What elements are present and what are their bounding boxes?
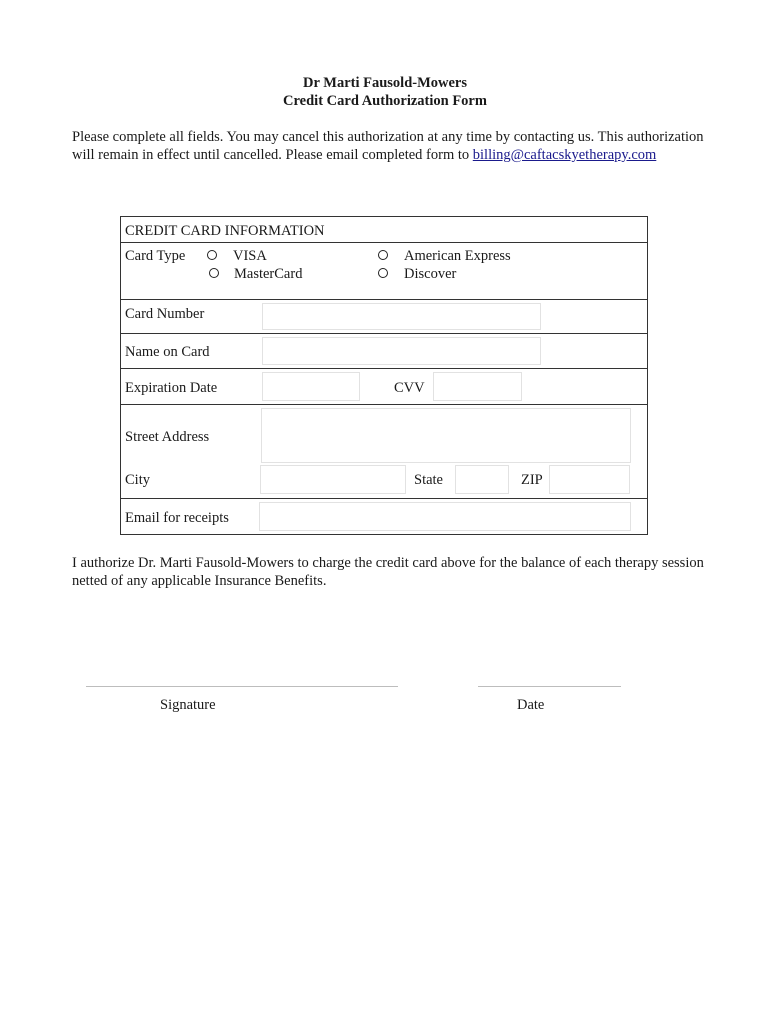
city-label: City [125,472,150,488]
signature-line[interactable] [86,686,398,687]
card-number-field[interactable] [262,303,541,330]
section-heading: CREDIT CARD INFORMATION [125,223,325,239]
form-title: Credit Card Authorization Form [283,93,487,109]
divider [121,299,647,300]
email-for-receipts-label: Email for receipts [125,510,229,526]
radio-mastercard[interactable] [209,268,219,278]
name-on-card-field[interactable] [262,337,541,365]
expiration-date-field[interactable] [262,372,360,401]
option-discover-label: Discover [404,266,457,282]
state-label: State [414,472,443,488]
radio-discover[interactable] [378,268,388,278]
practitioner-name: Dr Marti Fausold-Mowers [302,75,468,91]
expiration-date-label: Expiration Date [125,380,218,396]
card-type-label: Card Type [125,248,186,264]
authorization-statement: I authorize Dr. Marti Fausold-Mowers to charge the credit card above for the balance of each therapy session netted of any applicable Insurance Benefits. [72,555,704,589]
zip-field[interactable] [549,465,630,494]
state-field[interactable] [455,465,509,494]
option-visa-label: VISA [233,248,267,264]
name-on-card-label: Name on Card [125,344,210,360]
intro-paragraph [72,128,712,164]
intro-text: Please complete all fields. You may cancel this authorization at any time by contacting us. This authorization will remain in effect until cancelled. Please email completed form to [72,129,704,163]
street-address-field[interactable] [261,408,631,463]
cvv-field[interactable] [433,372,522,401]
date-label: Date [517,697,545,713]
zip-label: ZIP [521,472,543,488]
divider [121,498,647,499]
option-amex-label: American Express [404,248,511,264]
city-field[interactable] [260,465,406,494]
divider [121,404,647,405]
cvv-label: CVV [394,380,425,396]
radio-visa[interactable] [207,250,217,260]
option-mastercard-label: MasterCard [234,266,303,282]
radio-american-express[interactable] [378,250,388,260]
divider [121,333,647,334]
date-line[interactable] [478,686,621,687]
card-number-label: Card Number [125,306,205,322]
divider [121,242,647,243]
signature-label: Signature [160,697,216,713]
billing-email-link[interactable]: billing@caftacskyetherapy.com [472,147,657,163]
divider [121,368,647,369]
email-for-receipts-field[interactable] [259,502,631,531]
street-address-label: Street Address [125,429,210,445]
